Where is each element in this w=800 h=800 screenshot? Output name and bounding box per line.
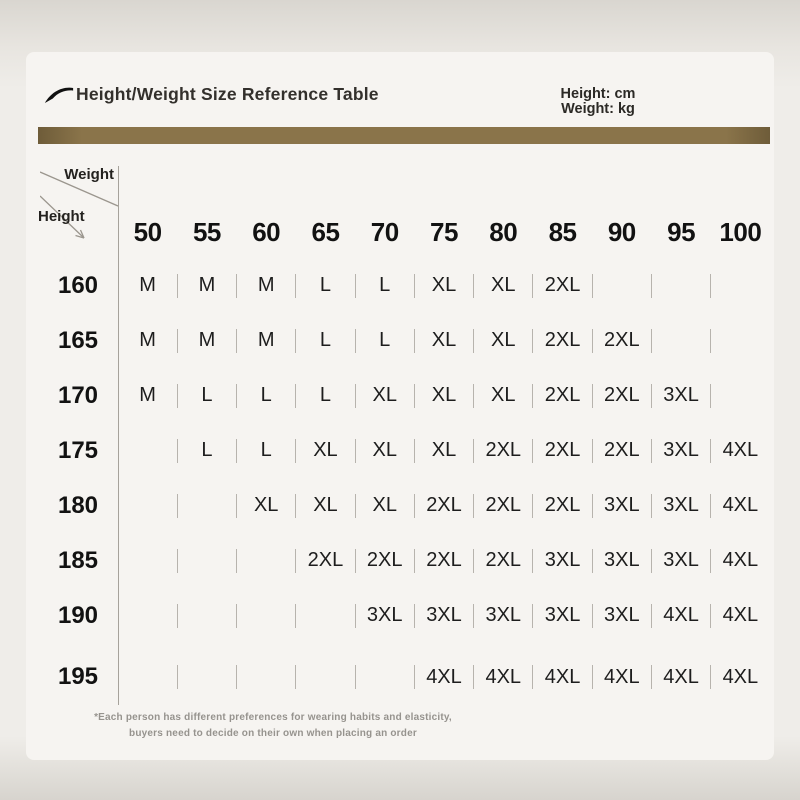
column-header-90: 90 — [607, 217, 636, 247]
size-cell-160-80: XL — [474, 258, 533, 313]
size-cell-165-100 — [711, 313, 770, 368]
size-cell-190-85: 3XL — [533, 588, 592, 643]
row-label-160: 160 — [57, 271, 99, 299]
size-cell-175-80: 2XL — [474, 423, 533, 478]
size-cell-190-50 — [118, 588, 177, 643]
size-cell-165-90: 2XL — [592, 313, 651, 368]
brush-stroke-icon — [44, 85, 74, 105]
title-row — [44, 84, 379, 105]
column-header-85: 85 — [548, 217, 577, 247]
size-cell-165-50: M — [139, 329, 156, 351]
size-cell-170-85: 2XL — [533, 368, 592, 423]
size-cell-160-95 — [651, 258, 710, 313]
column-header-65: 65 — [311, 217, 340, 247]
size-cell-180-70: XL — [355, 478, 414, 533]
size-cell-160-65: L — [296, 258, 355, 313]
size-cell-160-60: M — [237, 258, 296, 313]
size-cell-160-100 — [711, 258, 770, 313]
size-cell-175-85: 2XL — [533, 423, 592, 478]
corner-weight-label: Weight — [64, 166, 114, 183]
size-cell-180-55 — [177, 478, 236, 533]
size-cell-185-85: 3XL — [533, 533, 592, 588]
unit-weight-label: Weight: kg — [561, 101, 635, 117]
size-cell-190-70: 3XL — [355, 588, 414, 643]
row-label-185: 185 — [57, 546, 99, 574]
size-cell-170-95: 3XL — [651, 368, 710, 423]
size-cell-180-80: 2XL — [474, 478, 533, 533]
column-header-60: 60 — [252, 217, 281, 247]
row-label-175: 175 — [57, 436, 99, 464]
size-cell-185-100: 4XL — [711, 533, 770, 588]
size-cell-170-50: M — [139, 384, 156, 406]
column-header-95: 95 — [667, 217, 696, 247]
size-cell-180-65: XL — [296, 478, 355, 533]
corner-height-label: Height — [38, 208, 85, 225]
size-cell-190-65 — [296, 588, 355, 643]
size-cell-190-80: 3XL — [474, 588, 533, 643]
size-cell-165-95 — [651, 313, 710, 368]
column-header-100: 100 — [719, 217, 762, 247]
row-label-170: 170 — [57, 381, 99, 409]
column-header-80: 80 — [489, 217, 518, 247]
size-cell-160-70: L — [355, 258, 414, 313]
unit-height-label: Height: cm — [560, 86, 636, 102]
size-cell-170-65: L — [296, 368, 355, 423]
size-cell-165-70: L — [355, 313, 414, 368]
size-cell-170-90: 2XL — [592, 368, 651, 423]
size-cell-175-65: XL — [296, 423, 355, 478]
table-corner — [38, 158, 118, 258]
size-cell-195-85: 4XL — [533, 643, 592, 711]
size-cell-195-65 — [296, 643, 355, 711]
size-cell-170-70: XL — [355, 368, 414, 423]
size-cell-175-75: XL — [414, 423, 473, 478]
size-cell-160-50: M — [139, 274, 156, 296]
footnote — [38, 710, 508, 741]
size-cell-185-65: 2XL — [296, 533, 355, 588]
size-cell-195-55 — [177, 643, 236, 711]
size-cell-180-95: 3XL — [651, 478, 710, 533]
size-cell-175-100: 4XL — [711, 423, 770, 478]
size-cell-170-80: XL — [474, 368, 533, 423]
row-label-180: 180 — [57, 491, 99, 519]
size-cell-185-95: 3XL — [651, 533, 710, 588]
column-header-50: 50 — [133, 217, 162, 247]
size-cell-170-60: L — [237, 368, 296, 423]
size-cell-185-60 — [237, 533, 296, 588]
size-cell-185-75: 2XL — [414, 533, 473, 588]
size-cell-170-75: XL — [414, 368, 473, 423]
size-cell-190-95: 4XL — [651, 588, 710, 643]
size-cell-190-100: 4XL — [711, 588, 770, 643]
size-cell-180-85: 2XL — [533, 478, 592, 533]
size-cell-190-60 — [237, 588, 296, 643]
size-cell-195-60 — [237, 643, 296, 711]
size-cell-190-90: 3XL — [592, 588, 651, 643]
size-cell-195-90: 4XL — [592, 643, 651, 711]
size-cell-160-90 — [592, 258, 651, 313]
size-cell-165-65: L — [296, 313, 355, 368]
size-cell-185-55 — [177, 533, 236, 588]
size-cell-170-100 — [711, 368, 770, 423]
size-cell-175-50 — [118, 423, 177, 478]
size-cell-185-90: 3XL — [592, 533, 651, 588]
size-cell-160-85: 2XL — [533, 258, 592, 313]
accent-bar — [38, 127, 770, 144]
size-cell-170-55: L — [177, 368, 236, 423]
size-cell-165-85: 2XL — [533, 313, 592, 368]
size-cell-165-55: M — [177, 313, 236, 368]
size-cell-175-70: XL — [355, 423, 414, 478]
size-cell-175-55: L — [177, 423, 236, 478]
column-header-75: 75 — [430, 217, 458, 247]
size-cell-180-90: 3XL — [592, 478, 651, 533]
row-label-195: 195 — [57, 663, 99, 690]
size-cell-175-60: L — [237, 423, 296, 478]
size-cell-195-80: 4XL — [474, 643, 533, 711]
size-cell-165-75: XL — [414, 313, 473, 368]
size-cell-185-70: 2XL — [355, 533, 414, 588]
row-label-165: 165 — [57, 326, 99, 354]
size-cell-195-100: 4XL — [711, 643, 770, 711]
size-cell-195-95: 4XL — [651, 643, 710, 711]
footnote-line1: *Each person has different preferences for wearing habits and elasticity, — [94, 712, 452, 723]
size-cell-160-75: XL — [414, 258, 473, 313]
size-cell-190-75: 3XL — [414, 588, 473, 643]
page-title: Height/Weight Size Reference Table — [76, 84, 379, 104]
size-cell-180-50 — [118, 478, 177, 533]
size-cell-160-55: M — [177, 258, 236, 313]
row-label-190: 190 — [57, 601, 99, 629]
size-cell-165-60: M — [237, 313, 296, 368]
size-cell-190-55 — [177, 588, 236, 643]
size-cell-175-95: 3XL — [651, 423, 710, 478]
footnote-line2: buyers need to decide on their own when placing an order — [129, 727, 417, 739]
units-block — [528, 87, 668, 117]
column-header-55: 55 — [192, 217, 221, 247]
size-cell-195-50 — [118, 643, 177, 711]
column-header-70: 70 — [370, 217, 399, 247]
size-cell-180-100: 4XL — [711, 478, 770, 533]
size-cell-195-70 — [355, 643, 414, 711]
size-table — [38, 158, 770, 711]
size-cell-165-80: XL — [474, 313, 533, 368]
size-cell-185-80: 2XL — [474, 533, 533, 588]
size-cell-195-75: 4XL — [414, 643, 473, 711]
size-cell-175-90: 2XL — [592, 423, 651, 478]
size-cell-185-50 — [118, 533, 177, 588]
size-cell-180-60: XL — [237, 478, 296, 533]
size-cell-180-75: 2XL — [414, 478, 473, 533]
